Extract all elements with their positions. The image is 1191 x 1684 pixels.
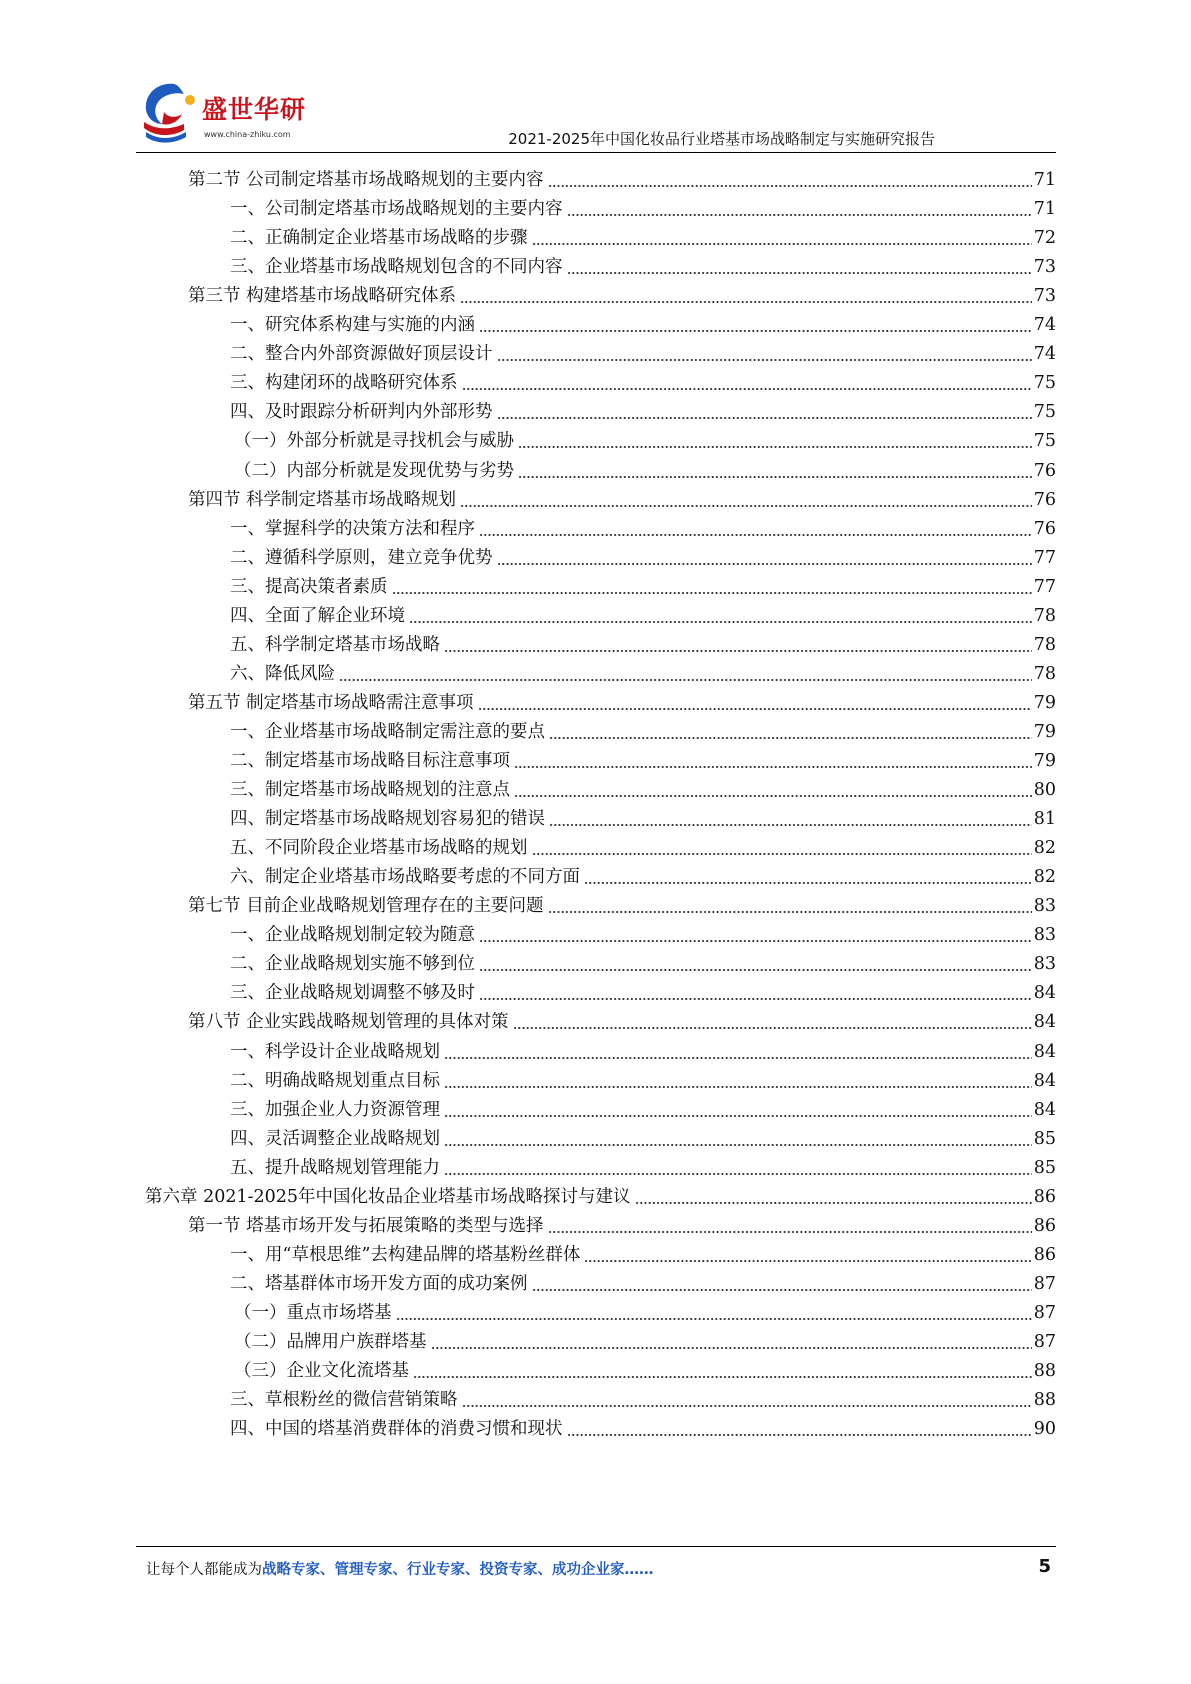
toc-dot-leader: [444, 1159, 1032, 1176]
toc-entry-page: 82: [1033, 838, 1056, 859]
toc-entry-label: 二、塔基群体市场开发方面的成功案例: [230, 1273, 528, 1294]
toc-entry-label: 二、企业战略规划实施不够到位: [230, 954, 475, 975]
toc-entry-label: 五、提升战略规划管理能力: [230, 1157, 440, 1178]
toc-dot-leader: [497, 345, 1032, 362]
toc-entry-page: 87: [1033, 1302, 1056, 1323]
toc-entry[interactable]: [230, 394, 1056, 425]
toc-entry-label: 三、企业塔基市场战略规划包含的不同内容: [230, 257, 563, 278]
toc-entry-page: 71: [1033, 170, 1056, 190]
toc-entry[interactable]: [230, 975, 1056, 1006]
toc-dot-leader: [584, 868, 1032, 885]
toc-entry[interactable]: [230, 307, 1056, 338]
logo-brand-name: 盛世华研: [202, 95, 307, 124]
toc-entry-label: 二、正确制定企业塔基市场战略的步骤: [230, 228, 528, 249]
toc-entry-label: 第四节 科学制定塔基市场战略规划: [188, 489, 457, 510]
toc-entry-page: 84: [1033, 1099, 1056, 1120]
toc-entry-label: （二）品牌用户族群塔基: [234, 1332, 427, 1352]
toc-dot-leader: [549, 810, 1032, 827]
toc-entry-label: 四、制定塔基市场战略规划容易犯的错误: [230, 809, 545, 830]
toc-dot-leader: [548, 897, 1032, 914]
toc-dot-leader: [444, 1072, 1032, 1089]
toc-dot-leader: [548, 171, 1032, 188]
toc-entry-page: 79: [1033, 692, 1056, 713]
toc-dot-leader: [532, 1275, 1032, 1292]
toc-entry-page: 83: [1033, 896, 1056, 917]
toc-entry-page: 78: [1033, 634, 1056, 655]
toc-dot-leader: [444, 636, 1032, 653]
toc-entry-label: 一、企业塔基市场战略制定需注意的要点: [230, 721, 545, 742]
footer-slogan-prefix: 让每个人都能成为: [146, 1562, 262, 1578]
toc-entry[interactable]: [230, 511, 1056, 542]
toc-entry-page: 85: [1033, 1128, 1056, 1149]
toc-dot-leader: [532, 839, 1032, 856]
toc-entry-page: 83: [1033, 954, 1056, 975]
toc-entry-label: 三、草根粉丝的微信营销策略: [230, 1390, 458, 1411]
toc-dot-leader: [409, 607, 1032, 624]
toc-entry[interactable]: [230, 1034, 1056, 1065]
toc-dot-leader: [478, 694, 1032, 711]
toc-entry[interactable]: [230, 743, 1056, 774]
toc-entry-label: 第八节 企业实践战略规划管理的具体对策: [188, 1012, 509, 1033]
toc-entry[interactable]: [188, 1004, 1056, 1035]
toc-entry-label: 三、企业战略规划调整不够及时: [230, 983, 475, 1004]
toc-entry-label: 三、构建闭环的战略研究体系: [230, 373, 458, 394]
toc-entry-page: 79: [1033, 721, 1056, 742]
toc-entry-page: 76: [1033, 489, 1056, 510]
toc-dot-leader: [518, 462, 1032, 479]
toc-dot-leader: [567, 1420, 1032, 1437]
toc-entry-page: 74: [1033, 315, 1056, 336]
toc-entry-page: 73: [1033, 257, 1056, 278]
toc-entry-page: 82: [1033, 867, 1056, 888]
toc-entry-label: 四、灵活调整企业战略规划: [230, 1128, 440, 1149]
toc-entry[interactable]: [230, 830, 1056, 861]
toc-entry-label: （一）重点市场塔基: [234, 1302, 392, 1323]
toc-dot-leader: [339, 665, 1032, 682]
toc-entry-label: 一、公司制定塔基市场战略规划的主要内容: [230, 199, 563, 220]
toc-entry-label: 四、中国的塔基消费群体的消费习惯和现状: [230, 1419, 563, 1440]
toc-dot-leader: [479, 984, 1032, 1001]
toc-entry-label: 三、加强企业人力资源管理: [230, 1099, 440, 1120]
toc-entry-page: 88: [1033, 1390, 1056, 1411]
toc-entry[interactable]: [188, 888, 1056, 919]
logo-website: www.china-zhiku.com: [204, 130, 291, 139]
toc-entry-page: 87: [1033, 1332, 1056, 1352]
toc-entry-label: 三、制定塔基市场战略规划的注意点: [230, 780, 510, 801]
toc-entry-page: 78: [1033, 663, 1056, 684]
toc-entry-page: 78: [1033, 605, 1056, 626]
toc-entry-page: 71: [1033, 199, 1056, 220]
toc-entry[interactable]: [188, 1208, 1056, 1239]
toc-entry[interactable]: [230, 946, 1056, 977]
toc-entry-label: 一、科学设计企业战略规划: [230, 1041, 440, 1062]
toc-entry[interactable]: [145, 1179, 1056, 1210]
toc-dot-leader: [460, 491, 1032, 508]
toc-entry[interactable]: [230, 627, 1056, 658]
toc-dot-leader: [396, 1304, 1032, 1321]
toc-dot-leader: [548, 1217, 1032, 1234]
toc-dot-leader: [431, 1333, 1032, 1350]
toc-entry-label: 二、制定塔基市场战略目标注意事项: [230, 751, 510, 771]
toc-entry-label: 五、科学制定塔基市场战略: [230, 634, 440, 655]
toc-entry-page: 76: [1033, 518, 1056, 539]
toc-dot-leader: [460, 287, 1032, 304]
toc-dot-leader: [514, 752, 1032, 769]
toc-entry-page: 84: [1033, 1041, 1056, 1062]
toc-entry-label: 四、及时跟踪分析研判内外部形势: [230, 402, 493, 423]
toc-entry-page: 83: [1033, 925, 1056, 946]
footer-slogan: [146, 1558, 654, 1579]
company-logo: [140, 80, 310, 152]
toc-entry[interactable]: [234, 1324, 1056, 1355]
toc-dot-leader: [462, 1391, 1032, 1408]
toc-entry-page: 86: [1033, 1215, 1056, 1236]
toc-entry-label: 六、制定企业塔基市场战略要考虑的不同方面: [230, 867, 580, 888]
toc-entry[interactable]: [230, 365, 1056, 396]
toc-entry-page: 80: [1033, 780, 1056, 801]
toc-entry-label: （三）企业文化流塔基: [234, 1361, 409, 1382]
toc-entry-label: 第七节 目前企业战略规划管理存在的主要问题: [188, 896, 544, 917]
toc-entry-page: 75: [1033, 402, 1056, 423]
toc-entry-label: 四、全面了解企业环境: [230, 605, 405, 626]
toc-dot-leader: [413, 1362, 1032, 1379]
toc-dot-leader: [497, 403, 1032, 420]
toc-entry[interactable]: [230, 1382, 1056, 1413]
toc-entry-page: 85: [1033, 1157, 1056, 1178]
toc-entry[interactable]: [230, 598, 1056, 629]
toc-entry[interactable]: [230, 772, 1056, 803]
toc-entry-label: 第一节 塔基市场开发与拓展策略的类型与选择: [188, 1215, 544, 1236]
toc-entry-page: 84: [1033, 1070, 1056, 1091]
toc-entry[interactable]: [230, 1266, 1056, 1297]
footer-divider: [136, 1546, 1056, 1547]
toc-entry-page: 79: [1033, 751, 1056, 771]
toc-entry-label: 一、研究体系构建与实施的内涵: [230, 315, 475, 336]
header-divider: [136, 152, 1056, 153]
footer-slogan-highlight: 战略专家、管理专家、行业专家、投资专家、成功企业家……: [262, 1562, 654, 1578]
toc-dot-leader: [635, 1188, 1032, 1205]
toc-entry[interactable]: [230, 801, 1056, 832]
toc-dot-leader: [567, 200, 1032, 217]
toc-entry[interactable]: [234, 1295, 1056, 1326]
toc-entry-page: 90: [1033, 1419, 1056, 1440]
toc-entry-page: 74: [1033, 344, 1056, 365]
toc-entry-page: 76: [1033, 460, 1056, 481]
toc-dot-leader: [479, 926, 1032, 943]
logo-emblem-icon: [140, 80, 202, 146]
toc-entry-page: 84: [1033, 1012, 1056, 1033]
toc-entry-label: 二、明确战略规划重点目标: [230, 1070, 440, 1091]
toc-dot-leader: [567, 258, 1032, 275]
toc-entry-label: 一、掌握科学的决策方法和程序: [230, 518, 475, 539]
toc-dot-leader: [444, 1043, 1032, 1060]
toc-entry-label: 一、企业战略规划制定较为随意: [230, 925, 475, 946]
toc-entry-page: 77: [1033, 576, 1056, 597]
toc-entry-page: 81: [1033, 809, 1056, 830]
toc-dot-leader: [479, 520, 1032, 537]
toc-entry-page: 86: [1033, 1244, 1056, 1265]
toc-entry-page: 87: [1033, 1273, 1056, 1294]
toc-entry-page: 73: [1033, 286, 1056, 307]
toc-entry[interactable]: [230, 714, 1056, 745]
toc-entry[interactable]: [234, 423, 1056, 454]
toc-entry-label: 二、遵循科学原则，建立竞争优势: [230, 547, 493, 568]
toc-dot-leader: [444, 1130, 1032, 1147]
toc-dot-leader: [479, 955, 1032, 972]
toc-dot-leader: [549, 723, 1032, 740]
toc-dot-leader: [444, 1101, 1032, 1118]
toc-dot-leader: [532, 229, 1032, 246]
toc-entry-label: 二、整合内外部资源做好顶层设计: [230, 344, 493, 365]
toc-dot-leader: [514, 781, 1032, 798]
toc-entry[interactable]: [230, 1150, 1056, 1181]
toc-entry[interactable]: [230, 336, 1056, 367]
toc-entry[interactable]: [234, 453, 1056, 484]
toc-entry-label: （二）内部分析就是发现优势与劣势: [234, 460, 514, 481]
toc-entry[interactable]: [188, 482, 1056, 513]
toc-entry-label: 五、不同阶段企业塔基市场战略的规划: [230, 838, 528, 859]
report-title: 2021-2025年中国化妆品行业塔基市场战略制定与实施研究报告: [508, 130, 935, 148]
toc-entry-page: 88: [1033, 1361, 1056, 1382]
toc-entry-label: 三、提高决策者素质: [230, 576, 388, 597]
toc-entry[interactable]: [230, 191, 1056, 222]
toc-entry[interactable]: [230, 220, 1056, 251]
toc-entry[interactable]: [230, 656, 1056, 687]
toc-entry-label: 第二节 公司制定塔基市场战略规划的主要内容: [188, 170, 544, 190]
toc-dot-leader: [584, 1246, 1031, 1263]
toc-dot-leader: [392, 578, 1032, 595]
toc-entry[interactable]: [230, 569, 1056, 600]
toc-entry-label: （一）外部分析就是寻找机会与威胁: [234, 431, 514, 452]
toc-entry[interactable]: [230, 540, 1056, 571]
toc-entry[interactable]: [230, 1063, 1056, 1094]
toc-dot-leader: [518, 432, 1032, 449]
toc-entry[interactable]: [230, 1121, 1056, 1152]
toc-entry[interactable]: [234, 1353, 1056, 1384]
toc-entry[interactable]: [230, 859, 1056, 890]
page-header: [0, 0, 1191, 160]
toc-entry[interactable]: [230, 249, 1056, 280]
toc-entry[interactable]: [230, 1411, 1056, 1442]
toc-dot-leader: [479, 316, 1032, 333]
toc-entry-label: 第六章 2021-2025年中国化妆品企业塔基市场战略探讨与建议: [145, 1186, 631, 1207]
toc-entry-page: 75: [1033, 431, 1056, 452]
toc-entry[interactable]: [230, 917, 1056, 948]
toc-entry-page: 86: [1033, 1186, 1056, 1207]
toc-entry[interactable]: [230, 1237, 1056, 1268]
toc-entry[interactable]: [230, 1092, 1056, 1123]
toc-dot-leader: [462, 374, 1032, 391]
toc-entry-label: 六、降低风险: [230, 663, 335, 684]
toc-entry-label: 一、用“草根思维”去构建品牌的塔基粉丝群体: [230, 1244, 581, 1265]
toc-dot-leader: [513, 1013, 1032, 1030]
toc-entry-page: 84: [1033, 983, 1056, 1004]
toc-dot-leader: [497, 549, 1032, 566]
toc-entry[interactable]: [188, 278, 1056, 309]
toc-entry-label: 第三节 构建塔基市场战略研究体系: [188, 286, 457, 307]
toc-entry[interactable]: [188, 685, 1056, 716]
toc-entry-page: 77: [1033, 547, 1056, 568]
toc-entry-page: 75: [1033, 373, 1056, 394]
toc-entry-page: 72: [1033, 228, 1056, 249]
toc-entry[interactable]: [188, 162, 1056, 193]
toc-entry-label: 第五节 制定塔基市场战略需注意事项: [188, 692, 474, 713]
page-number: 5: [1038, 1556, 1051, 1577]
